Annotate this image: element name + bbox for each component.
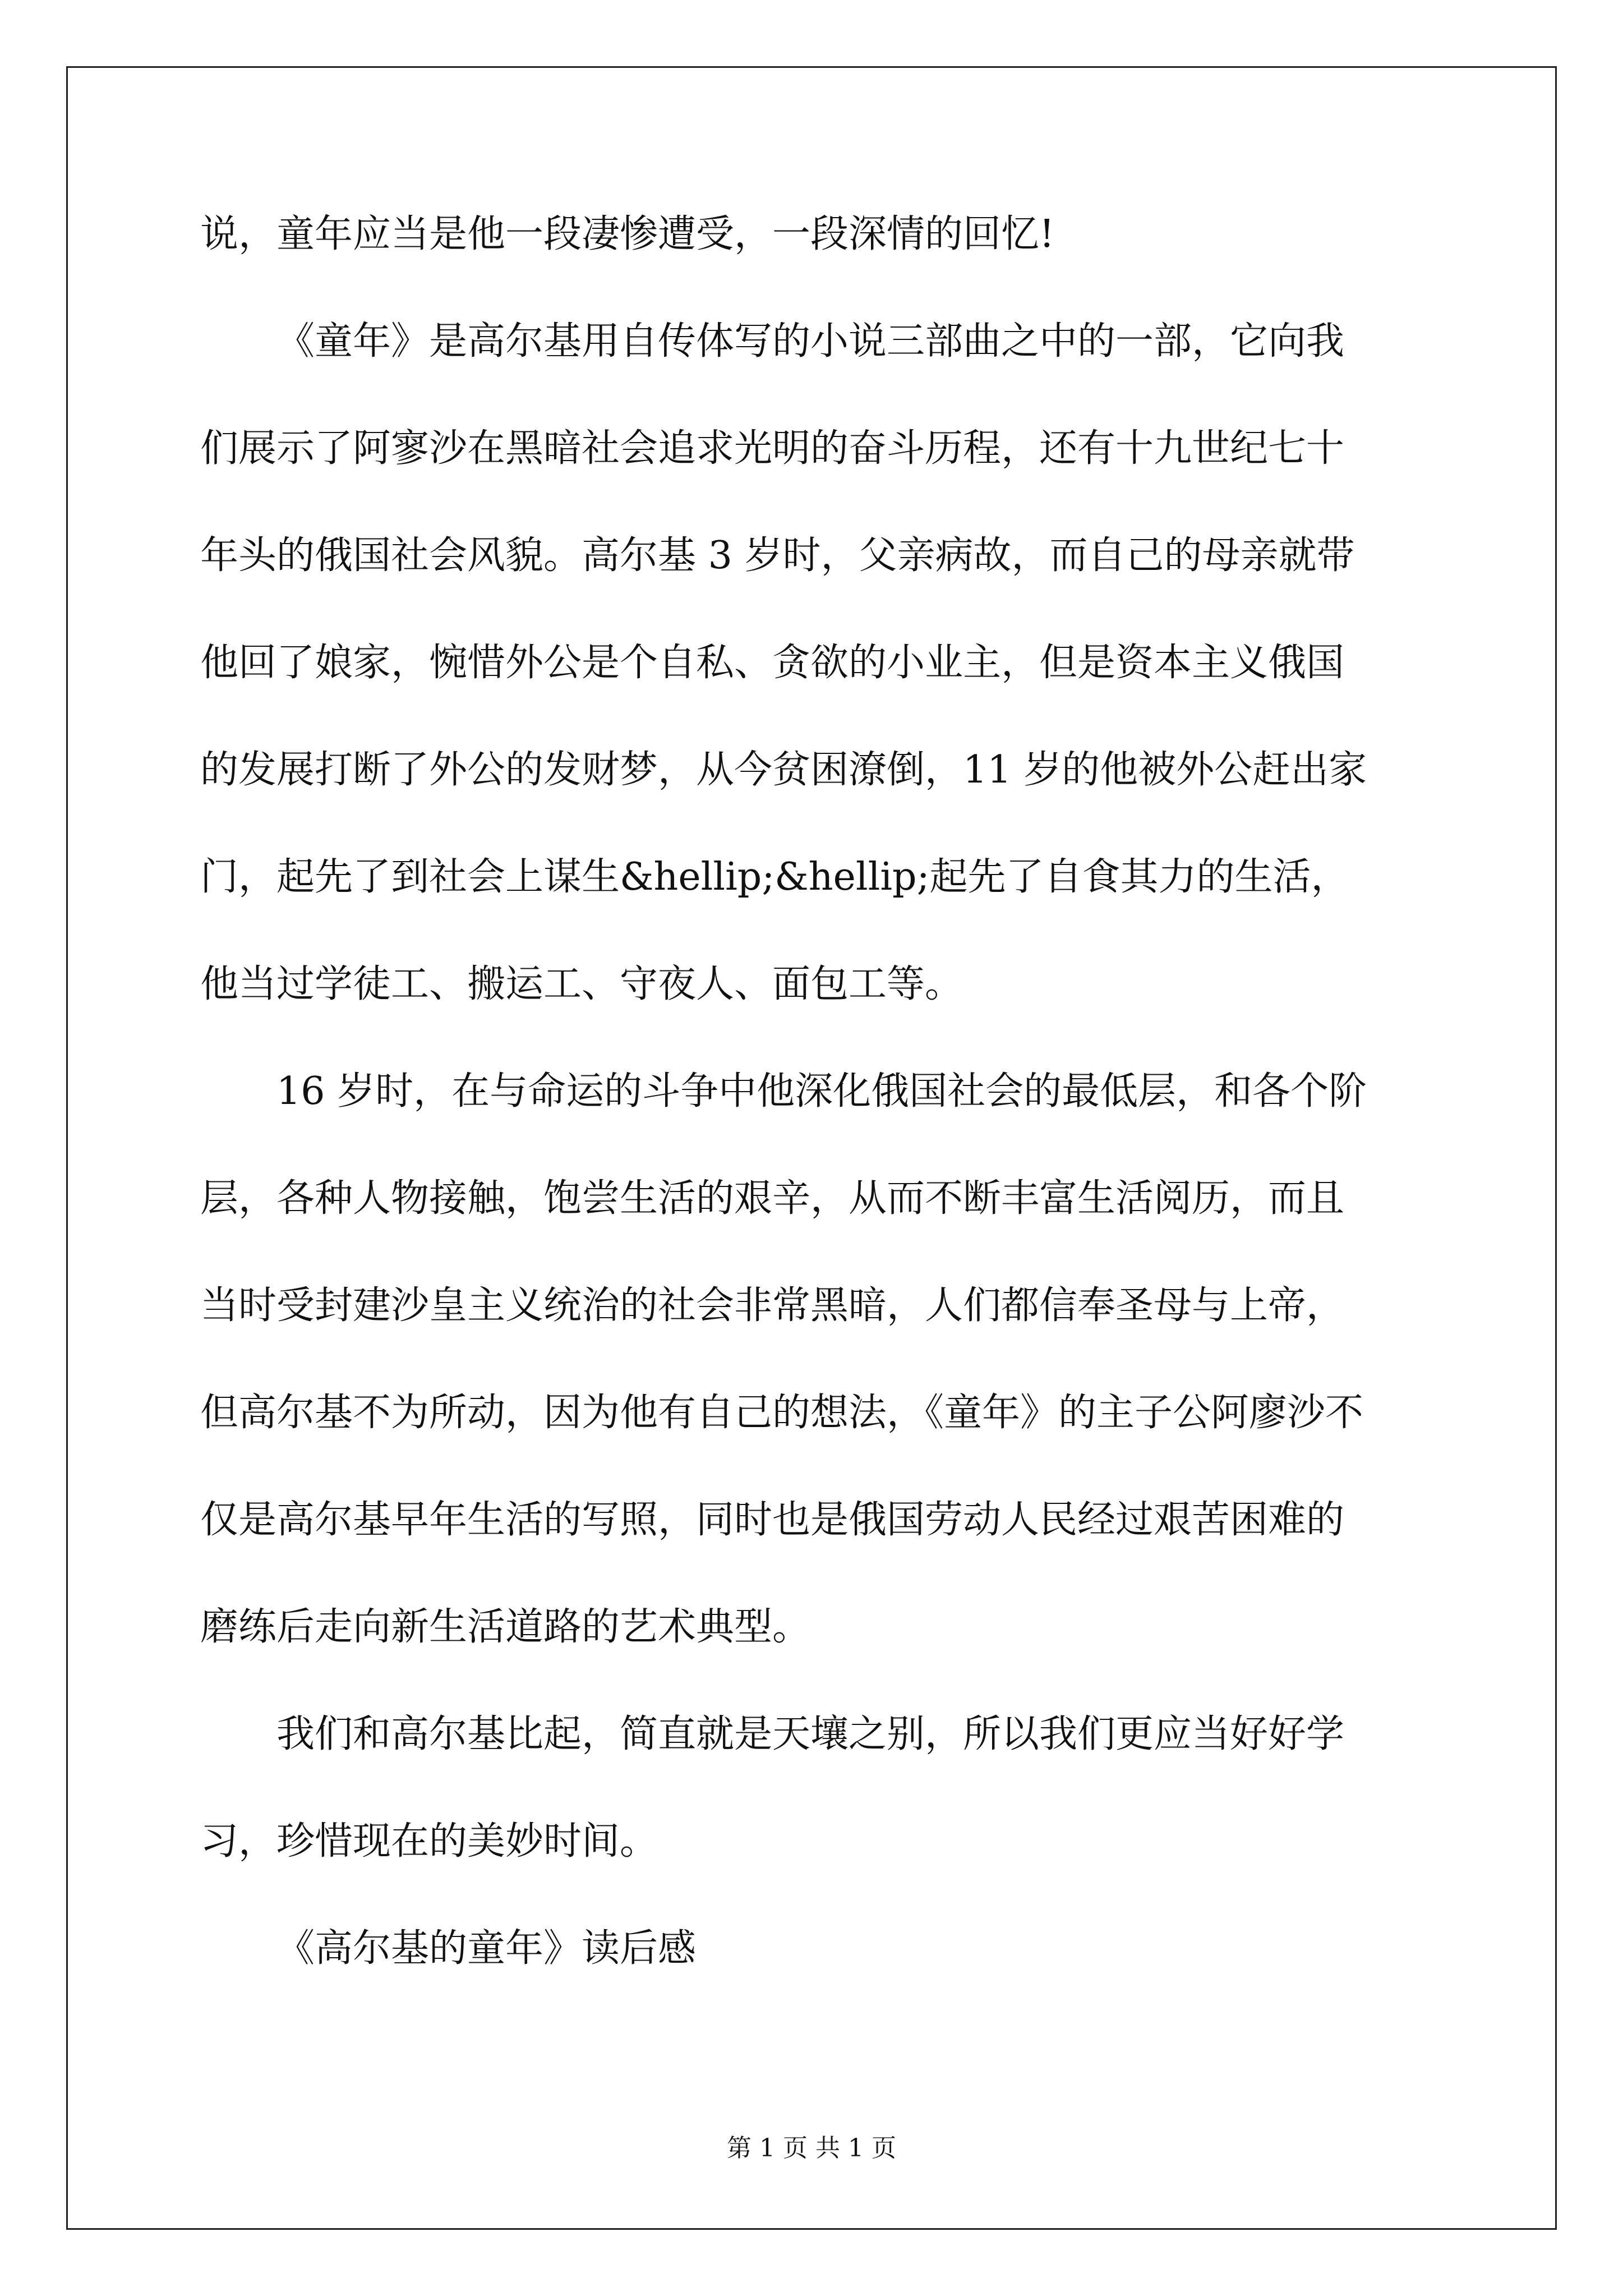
text-line: 16 岁时，在与命运的斗争中他深化俄国社会的最低层，和各个阶 xyxy=(276,1069,1367,1114)
text-line: 说，童年应当是他一段凄惨遭受，一段深情的回忆! xyxy=(200,212,1055,256)
text-line: 们展示了阿寥沙在黑暗社会追求光明的奋斗历程，还有十九世纪七十 xyxy=(200,426,1345,471)
document-body xyxy=(200,208,1434,1976)
text-line: 层，各种人物接触，饱尝生活的艰辛，从而不断丰富生活阅历，而且 xyxy=(200,1176,1345,1221)
text-line: 仅是高尔基早年生活的写照，同时也是俄国劳动人民经过艰苦困难的 xyxy=(200,1498,1345,1542)
text-line: 当时受封建沙皇主义统治的社会非常黑暗，人们都信奉圣母与上帝， xyxy=(200,1283,1345,1328)
text-line: 他当过学徒工、搬运工、守夜人、面包工等。 xyxy=(200,962,963,1006)
text-line: 年头的俄国社会风貌。高尔基 3 岁时，父亲病故，而自己的母亲就带 xyxy=(200,533,1355,578)
text-line: 磨练后走向新生活道路的艺术典型。 xyxy=(200,1605,811,1649)
text-line: 他回了娘家，惋惜外公是个自私、贪欲的小业主，但是资本主义俄国 xyxy=(200,641,1345,685)
text-line: 习，珍惜现在的美妙时间。 xyxy=(200,1819,658,1864)
text-line: 的发展打断了外公的发财梦，从今贫困潦倒，11 岁的他被外公赶出家 xyxy=(200,748,1367,792)
text-line: 但高尔基不为所动，因为他有自己的想法，《童年》的主子公阿廖沙不 xyxy=(200,1391,1364,1435)
text-line: 《童年》是高尔基用自传体写的小说三部曲之中的一部，它向我 xyxy=(276,319,1345,364)
page-number-footer: 第 1 页 共 1 页 xyxy=(727,2134,896,2162)
text-line: 我们和高尔基比起，简直就是天壤之别，所以我们更应当好好学 xyxy=(276,1712,1345,1756)
text-line: 《高尔基的童年》读后感 xyxy=(276,1926,697,1971)
text-line: 门，起先了到社会上谋生&hellip;&hellip;起先了自食其力的生活， xyxy=(200,855,1349,899)
